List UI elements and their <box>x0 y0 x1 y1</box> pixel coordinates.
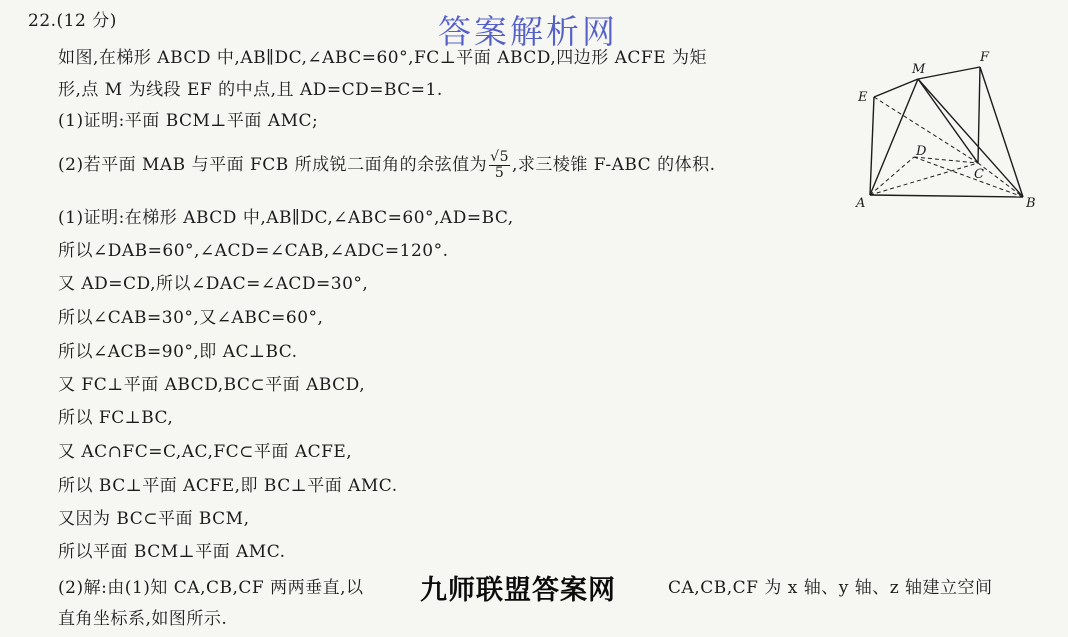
solution-part-2-b: CA,CB,CF 为 x 轴、y 轴、z 轴建立空间 <box>668 578 993 598</box>
problem-part-2 <box>58 150 715 181</box>
solution-line-4: 所以∠CAB=30°,又∠ABC=60°, <box>58 308 324 328</box>
solution-line-1: (1)证明:在梯形 ABCD 中,AB∥DC,∠ABC=60°,AD=BC, <box>58 208 514 228</box>
solution-line-10: 又因为 BC⊂平面 BCM, <box>58 509 250 529</box>
label-E: E <box>858 90 868 105</box>
solution-line-8: 又 AC∩FC=C,AC,FC⊂平面 ACFE, <box>58 442 353 462</box>
problem-part-1: (1)证明:平面 BCM⊥平面 AMC; <box>58 111 319 131</box>
edge-AD <box>870 157 914 195</box>
edge-MF <box>918 67 980 79</box>
edge-AC <box>870 163 978 195</box>
problem-part-2-text-a: (2)若平面 MAB 与平面 FCB 所成锐二面角的余弦值为 <box>58 155 488 175</box>
edge-AB <box>870 195 1023 197</box>
solution-line-5: 所以∠ACB=90°,即 AC⊥BC. <box>58 342 298 362</box>
solution-part-2-a: (2)解:由(1)知 CA,CB,CF 两两垂直,以 <box>58 578 364 598</box>
edge-EA <box>870 97 874 195</box>
edge-CB <box>978 163 1023 197</box>
solution-line-7: 所以 FC⊥BC, <box>58 408 174 428</box>
problem-line-2: 形,点 M 为线段 EF 的中点,且 AD=CD=BC=1. <box>58 80 443 100</box>
watermark-top: 答案解析网 <box>438 12 618 51</box>
label-D: D <box>916 144 927 159</box>
edge-MB <box>918 79 1023 197</box>
solution-line-2: 所以∠DAB=60°,∠ACD=∠CAB,∠ADC=120°. <box>58 241 449 261</box>
label-A: A <box>856 196 866 211</box>
label-M: M <box>912 62 926 77</box>
label-B: B <box>1026 196 1036 211</box>
edge-DB <box>914 157 1023 197</box>
problem-part-2-text-b: ,求三棱锥 F-ABC 的体积. <box>512 155 716 175</box>
label-C: C <box>974 167 984 182</box>
solution-line-9: 所以 BC⊥平面 ACFE,即 BC⊥平面 AMC. <box>58 476 398 496</box>
solution-line-6: 又 FC⊥平面 ABCD,BC⊂平面 ABCD, <box>58 375 366 395</box>
problem-line-1: 如图,在梯形 ABCD 中,AB∥DC,∠ABC=60°,FC⊥平面 ABCD,四边形 ACFE 为矩 <box>58 48 708 68</box>
label-F: F <box>980 50 990 65</box>
solution-line-11: 所以平面 BCM⊥平面 AMC. <box>58 542 286 562</box>
watermark-bottom: 九师联盟答案网 <box>416 568 620 607</box>
fraction <box>489 150 510 181</box>
fraction-denominator: 5 <box>494 165 505 181</box>
edge-FB <box>980 67 1023 197</box>
geometry-figure <box>850 45 1050 215</box>
solution-part-2-c: 直角坐标系,如图所示. <box>58 609 228 629</box>
edge-MC <box>918 79 978 163</box>
question-number: 22.(12 分) <box>28 11 117 31</box>
fraction-numerator: √5 <box>490 149 509 165</box>
solution-line-3: 又 AD=CD,所以∠DAC=∠ACD=30°, <box>58 274 369 294</box>
